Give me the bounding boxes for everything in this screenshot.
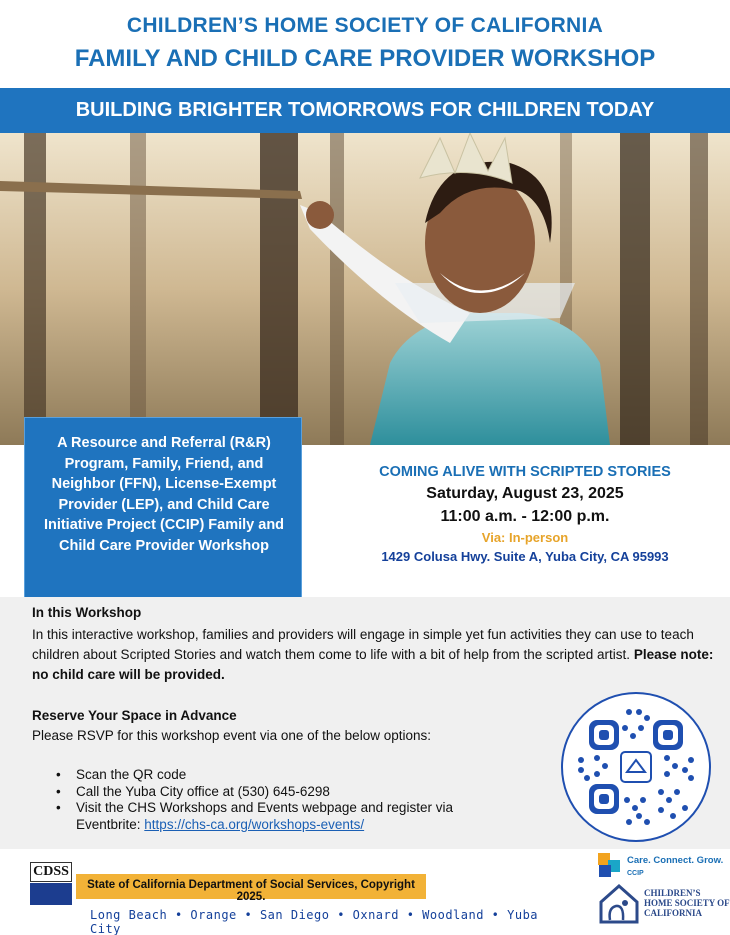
cdss-logo-icon [30,862,72,908]
workshop-description [32,625,722,685]
hero-illustration [0,133,730,445]
workshop-body: In this interactive workshop, families and providers will engage in simple yet fun activities they can use to teach children about Scripted Stories and watch them come to life with a bit of help from the scripted artist. [32,627,694,662]
event-time: 11:00 a.m. - 12:00 p.m. [440,508,610,525]
list-item: • Scan the QR code [56,767,516,784]
reserve-intro: Please RSVP for this workshop event via one of the below options: [32,728,431,743]
copyright-text: State of California Department of Social Services, Copyright 2025. [87,879,415,903]
copyright-strip [76,874,426,903]
workshop-note: Please note: no child care will be provided. [32,647,714,682]
list-item [56,800,516,833]
workshops-events-link[interactable]: https://chs-ca.org/workshops-events/ [144,816,365,832]
rsvp-options [56,767,516,833]
event-address: 1429 Colusa Hwy. Suite A, Yuba City, CA 95993 [381,549,669,564]
chs-logo-text: CHILDREN’S HOME SOCIETY OF CALIFORNIA [644,888,730,918]
program-info-text: A Resource and Referral (R&R) Program, Family, Friend, and Neighbor (FFN), License-Exempt Provider (LEP), and Child Care Initiative Project (CCIP) Family and Child Care Provider Workshop [43,435,285,554]
reserve-heading: Reserve Your Space in Advance [32,708,237,723]
eventbrite-prefix: Eventbrite: [76,816,145,832]
workshop-heading: In this Workshop [32,605,142,620]
cdss-logo-band [30,883,72,905]
tagline-text: BUILDING BRIGHTER TOMORROWS FOR CHILDREN TODAY [75,99,655,121]
cdss-logo-text: CDSS [30,862,72,882]
ccg-ccip: CCIP [627,870,644,877]
qr-code-graphic [561,692,711,842]
office-locations: Long Beach • Orange • San Diego • Oxnard • Woodland • Yuba City [90,908,539,935]
hero-photo [0,133,730,445]
header [0,0,730,88]
tagline-banner [0,88,730,133]
house-logo-icon [598,882,640,924]
event-date: Saturday, August 23, 2025 [426,485,624,502]
workshop-title: FAMILY AND CHILD CARE PROVIDER WORKSHOP [74,45,656,72]
chs-logo [598,882,730,928]
ccg-tagline: Care. Connect. Grow. [627,855,724,866]
event-via: Via: In-person [481,530,569,545]
list-item: • Call the Yuba City office at (530) 645-6298 [56,784,516,801]
list-item-text: Visit the CHS Workshops and Events webpage and register via [76,800,453,815]
event-title: COMING ALIVE WITH SCRIPTED STORIES [379,464,671,480]
org-name: CHILDREN’S HOME SOCIETY OF CALIFORNIA [126,14,604,37]
qr-code-icon[interactable] [561,692,711,842]
program-info-box [24,417,302,599]
cube-logo-icon [594,850,624,880]
